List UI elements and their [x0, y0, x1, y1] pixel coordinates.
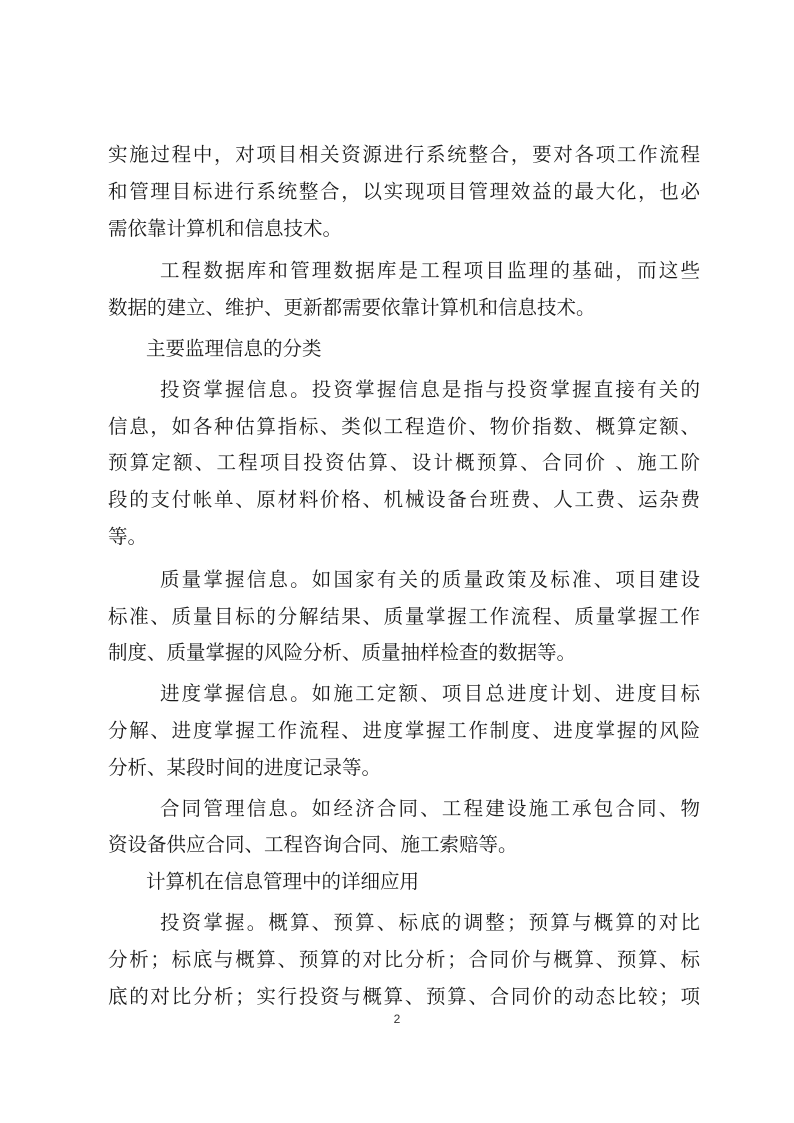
text-line: 投资掌握信息。投资掌握信息是指与投资掌握直接有关的 — [160, 377, 700, 401]
text-line: 合同管理信息。如经济合同、工程建设施工承包合同、物 — [160, 796, 700, 820]
text-line: 段的支付帐单、原材料价格、机械设备台班费、人工费、运杂费 — [108, 488, 700, 512]
text-line: 底的对比分析；实行投资与概算、预算、合同价的动态比较；项 — [108, 984, 700, 1008]
text-line: 实施过程中，对项目相关资源进行系统整合，要对各项工作流程 — [108, 143, 700, 166]
page-number: 2 — [393, 1012, 401, 1026]
text-line: 计算机在信息管理中的详细应用 — [146, 870, 420, 894]
text-line: 工程数据库和管理数据库是工程项目监理的基础，而这些 — [160, 259, 700, 283]
text-line: 质量掌握信息。如国家有关的质量政策及标准、项目建设 — [160, 567, 700, 591]
text-line: 信息，如各种估算指标、类似工程造价、物价指数、概算定额、 — [108, 414, 700, 438]
text-line: 数据的建立、维护、更新都需要依靠计算机和信息技术。 — [108, 296, 596, 320]
text-line: 分析；标底与概算、预算的对比分析；合同价与概算、预算、标 — [108, 947, 700, 971]
text-line: 预算定额、工程项目投资估算、设计概预算、合同价 、施工阶 — [108, 451, 700, 475]
document-body — [108, 137, 700, 1015]
text-line: 资设备供应合同、工程咨询合同、施工索赔等。 — [108, 833, 518, 857]
text-line: 分析、某段时间的进度记录等。 — [108, 755, 382, 779]
text-line: 和管理目标进行系统整合，以实现项目管理效益的最大化，也必 — [108, 179, 700, 203]
text-line: 投资掌握。概算、预算、标底的调整；预算与概算的对比 — [160, 910, 700, 934]
text-line: 等。 — [108, 524, 148, 548]
text-line: 制度、质量掌握的风险分析、质量抽样检查的数据等。 — [108, 641, 577, 665]
text-line: 需依靠计算机和信息技术。 — [108, 216, 343, 240]
text-line: 分解、进度掌握工作流程、进度掌握工作制度、进度掌握的风险 — [108, 718, 700, 742]
text-line: 标准、质量目标的分解结果、质量掌握工作流程、质量掌握工作 — [108, 604, 700, 628]
text-line: 进度掌握信息。如施工定额、项目总进度计划、进度目标 — [160, 682, 700, 706]
text-line: 主要监理信息的分类 — [146, 336, 322, 360]
